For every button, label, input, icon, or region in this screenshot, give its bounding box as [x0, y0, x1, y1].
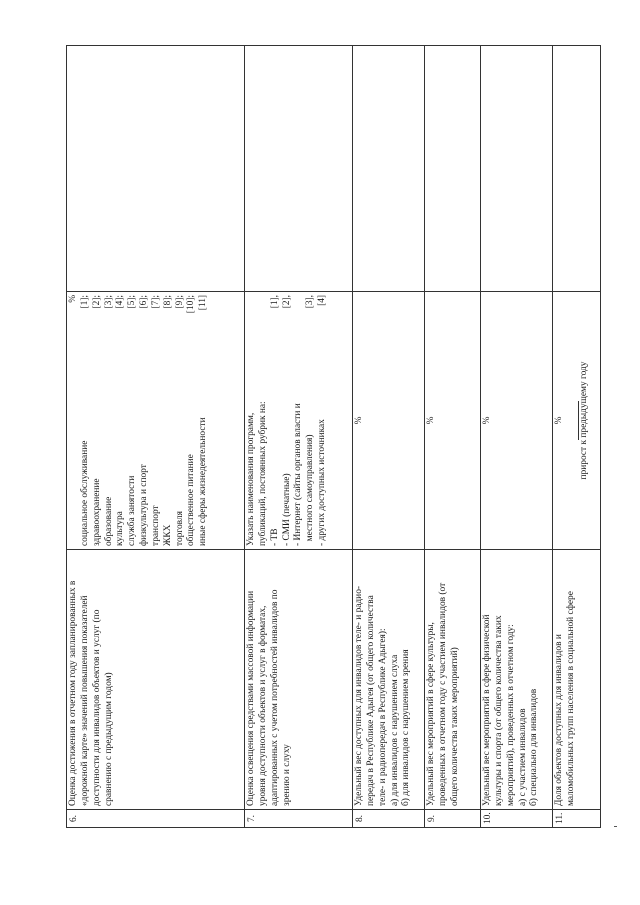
- desc-line: теле- и радиопередач в Республике Адыгея):: [377, 628, 388, 806]
- row-number: 11.: [553, 810, 601, 828]
- table-row: [353, 45, 425, 827]
- item-label: культура: [115, 511, 126, 546]
- item-ref: [1];: [79, 294, 90, 309]
- list-item: [305, 295, 317, 546]
- item-ref: [2],: [281, 294, 292, 309]
- desc-line: а) с участием инвалидов: [517, 708, 528, 806]
- table-row: [553, 45, 601, 827]
- table-row: [245, 45, 353, 827]
- value-cell: [67, 45, 245, 291]
- desc-line: Удельный вес мероприятий в сфере культуры,: [426, 622, 436, 806]
- unit-cell: %: [425, 291, 481, 549]
- desc-line: сравнению с предыдущим годом): [103, 672, 114, 806]
- unit-cell: [553, 291, 601, 549]
- desc-line: адаптированных с учетом потребностей инвалидов по: [269, 589, 280, 806]
- desc-line: Удельный вес мероприятий в сфере физической: [482, 614, 492, 806]
- item-ref: [8];: [162, 294, 173, 309]
- desc-line: передач в Республике Адыгея (от общего количества: [365, 595, 376, 806]
- item-label: социальное обслуживание: [79, 440, 90, 546]
- item-label: транспорт: [150, 505, 161, 546]
- indicators-table: [66, 45, 601, 828]
- item-ref: [11]: [198, 294, 209, 311]
- unit-cell: %: [353, 291, 425, 549]
- item-ref: [9];: [174, 294, 185, 309]
- rotated-table-sheet: [66, 46, 601, 828]
- item-ref: [1],: [269, 294, 280, 309]
- value-cell: [353, 45, 425, 291]
- desc-line: доступности для инвалидов объектов и услуг (по: [91, 609, 102, 806]
- list-item: [282, 295, 294, 546]
- value-cell: [425, 45, 481, 291]
- item-label: иные сферы жизнедеятельности: [198, 417, 209, 546]
- item-ref: [3],: [305, 294, 316, 309]
- desc-line: Удельный вес доступных для инвалидов теле- и радио-: [354, 585, 364, 806]
- growth-note: прирост к предыдущему году: [578, 361, 589, 480]
- row-number: 7.: [245, 810, 353, 828]
- list-item: [92, 295, 104, 546]
- list-item: [293, 295, 305, 546]
- list-item: [270, 295, 282, 546]
- item-label: физкультура и спорт: [139, 464, 150, 546]
- item-label: - СМИ (печатные): [281, 473, 292, 546]
- list-item: [115, 295, 127, 546]
- value-cell: [245, 45, 353, 291]
- media-list-cell: [245, 291, 353, 549]
- row-number: 9.: [425, 810, 481, 828]
- table-row: [425, 45, 481, 827]
- list-item: [139, 295, 151, 546]
- indicator-description: [425, 550, 481, 810]
- value-cell: [481, 45, 553, 291]
- desc-line: мероприятий), проведенных в отчетном году:: [505, 624, 516, 806]
- desc-line: б) специально для инвалидов: [529, 688, 540, 806]
- desc-line: Оценка освещения средствами массовой информации: [246, 590, 256, 806]
- item-label: - Интернет (сайты органов власти и: [293, 403, 304, 546]
- desc-line: а) для инвалидов с нарушением слуха: [389, 654, 400, 806]
- row-number: 10.: [481, 810, 553, 828]
- item-ref: [7];: [150, 294, 161, 309]
- list-item: [80, 295, 92, 546]
- sphere-list-cell: [67, 291, 245, 549]
- list-item: [175, 295, 187, 546]
- item-ref: [4]: [317, 294, 328, 306]
- item-label: образование: [103, 496, 114, 546]
- row-number: 6.: [67, 810, 245, 828]
- item-label: здравоохранение: [91, 478, 102, 546]
- intro-line: Указать наименования программ,: [246, 412, 256, 546]
- desc-line: проведенных в отчетном году с участием инвалидов (от: [437, 582, 448, 806]
- table-row: [67, 45, 245, 827]
- desc-line: уровня доступности объектов и услуг в форматах,: [257, 605, 268, 806]
- item-label: ЖКХ: [162, 524, 173, 546]
- item-label: местного самоуправления): [305, 434, 316, 546]
- indicator-description: [481, 550, 553, 810]
- item-ref: [4];: [115, 294, 126, 309]
- list-item: [163, 295, 175, 546]
- desc-line: б) для инвалидов с нарушением зрения: [401, 649, 412, 806]
- desc-line: Оценка достижения в отчетном году запланированных в: [68, 580, 78, 806]
- list-item: [127, 295, 139, 546]
- item-ref: [5];: [127, 294, 138, 309]
- desc-line: Доля объектов доступных для инвалидов и: [554, 634, 564, 806]
- desc-line: маломобильных групп населения в социальной сфере: [565, 591, 576, 806]
- indicator-description: [553, 550, 601, 810]
- value-cell: [553, 45, 601, 291]
- intro-line: публикаций, постоянных рубрик на:: [257, 401, 268, 546]
- list-item: [151, 295, 163, 546]
- indicator-description: [353, 550, 425, 810]
- row-number: 8.: [353, 810, 425, 828]
- desc-line: «дорожной карте» значений повышения показателей: [79, 595, 90, 806]
- unit-underline: [566, 401, 579, 439]
- desc-line: культуры и спорта (от общего количества таких: [493, 615, 504, 806]
- unit-label: %: [554, 416, 564, 425]
- item-ref: [10];: [186, 294, 197, 314]
- item-ref: [6];: [139, 294, 150, 309]
- item-label: - других доступных источниках: [317, 419, 328, 546]
- list-item: [198, 295, 210, 546]
- item-ref: [2];: [91, 294, 102, 309]
- item-ref: [3];: [103, 294, 114, 309]
- indicator-description: [245, 550, 353, 810]
- unit-label: %: [68, 294, 78, 303]
- list-item: [317, 295, 329, 546]
- desc-line: общего количества таких мероприятий): [449, 647, 460, 806]
- item-label: служба занятости: [127, 475, 138, 546]
- item-label: - ТВ: [269, 528, 280, 546]
- item-label: общественное питание: [186, 454, 197, 546]
- scan-speck: [614, 826, 617, 827]
- indicator-description: [67, 550, 245, 810]
- table-row: [481, 45, 553, 827]
- list-item: [186, 295, 198, 546]
- desc-line: зрению и слуху: [281, 744, 292, 806]
- unit-cell: %: [481, 291, 553, 549]
- list-item: [104, 295, 116, 546]
- item-label: торговля: [174, 511, 185, 546]
